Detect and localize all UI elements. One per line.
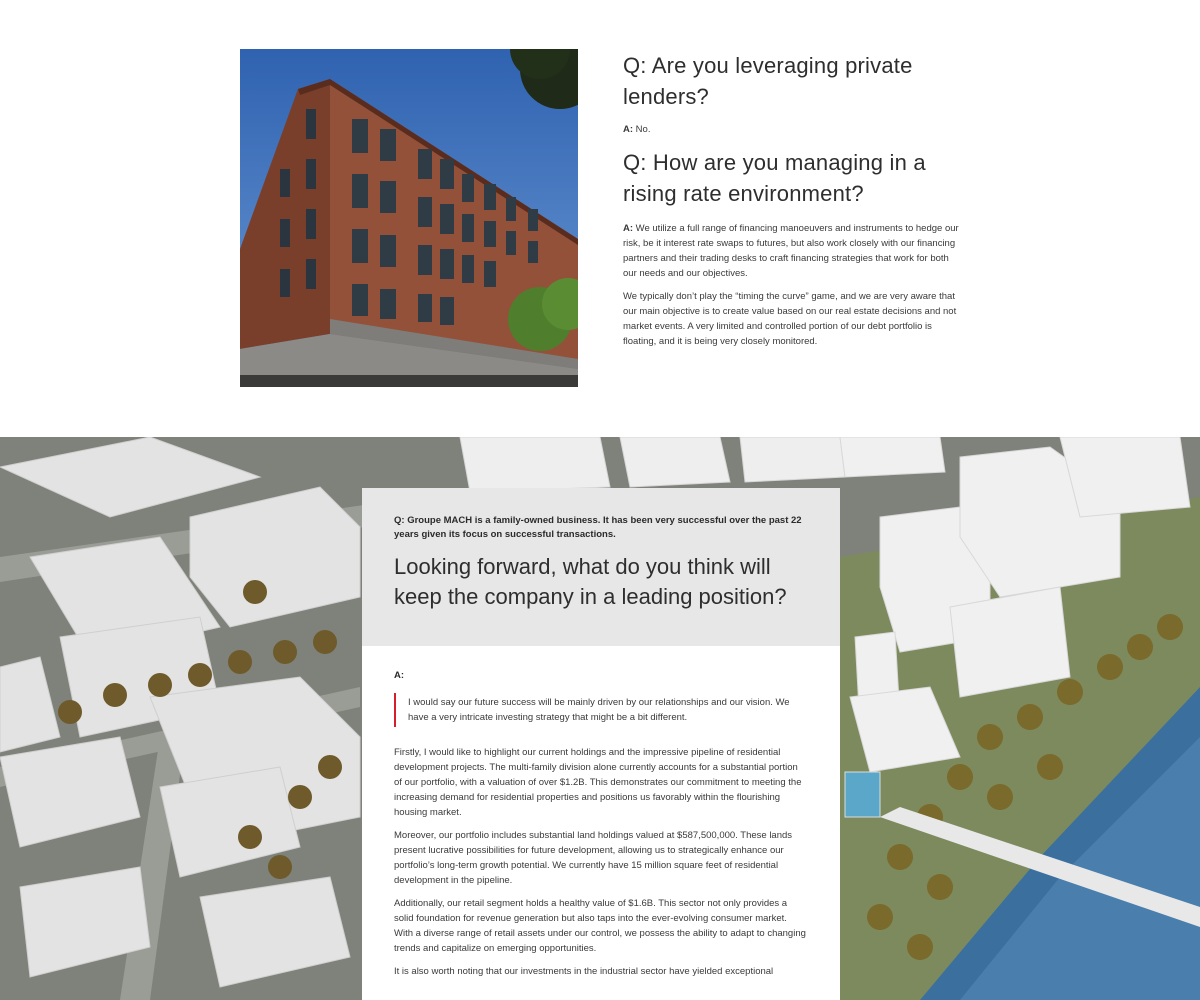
answer-private-lenders (623, 122, 963, 137)
answer-label: A: (394, 670, 405, 681)
question-rising-rate: Q: How are you managing in a rising rate environment? (623, 150, 926, 206)
card-header (362, 488, 840, 646)
answer-prefix: A: (623, 124, 634, 135)
qa-top-section (623, 50, 963, 349)
answer-text: We utilize a full range of financing manoeuvers and instruments to hedge our risk, be it interest rate swaps to futures, but also work closely with our financing partners and their trading desks to craft financing strategies that work for both our needs and our objectives. (623, 223, 959, 279)
answer-paragraph: Moreover, our portfolio includes substantial land holdings valued at $587,500,000. These lands present lucrative possibilities for future development, allowing us to strategically enhance our portfolio’s long-term growth potential. We currently have 15 million square feet of residential development in the pipeline. (394, 830, 793, 886)
answer-paragraph: Firstly, I would like to highlight our current holdings and the impressive pipeline of residential development projects. The multi-family division alone currently accounts for a substantial portion of our portfolio, with a valuation of over $1.2B. This demonstrates our commitment to meeting the increasing demand for residential properties and positions us favorably within the flourishing housing market. (394, 747, 802, 818)
answer-prefix: A: (623, 223, 634, 234)
answer-rising-rate-p1 (623, 221, 963, 281)
pull-quote: I would say our future success will be mainly driven by our relationships and our vision. We have a very intricate investing strategy that might be a bit different. (394, 693, 808, 727)
answer-text: No. (635, 124, 651, 135)
card-body (362, 646, 840, 979)
answer-paragraph: It is also worth noting that our investments in the industrial sector have yielded exceptional (394, 966, 774, 977)
interview-card (362, 488, 840, 1000)
card-intro-question: Q: Groupe MACH is a family-owned business. It has been very successful over the past 22 years given its focus on successful transactions. (394, 515, 802, 540)
answer-rising-rate-p2: We typically don’t play the “timing the curve” game, and we are very aware that our main objective is to create value based on our real estate decisions and not market events. A very limited and controlled portion of our debt portfolio is floating, and it is being very closely monitored. (623, 291, 957, 347)
card-title: Looking forward, what do you think will keep the company in a leading position? (394, 554, 787, 609)
answer-paragraph: Additionally, our retail segment holds a healthy value of $1.6B. This sector not only provides a solid foundation for revenue generation but also taps into the ever-evolving consumer market. With a diverse range of retail assets under our control, we possess the ability to adapt to changing trends and capitalize on emerging opportunities. (394, 898, 806, 954)
brick-building-photo (240, 49, 578, 387)
question-private-lenders: Q: Are you leveraging private lenders? (623, 53, 913, 109)
